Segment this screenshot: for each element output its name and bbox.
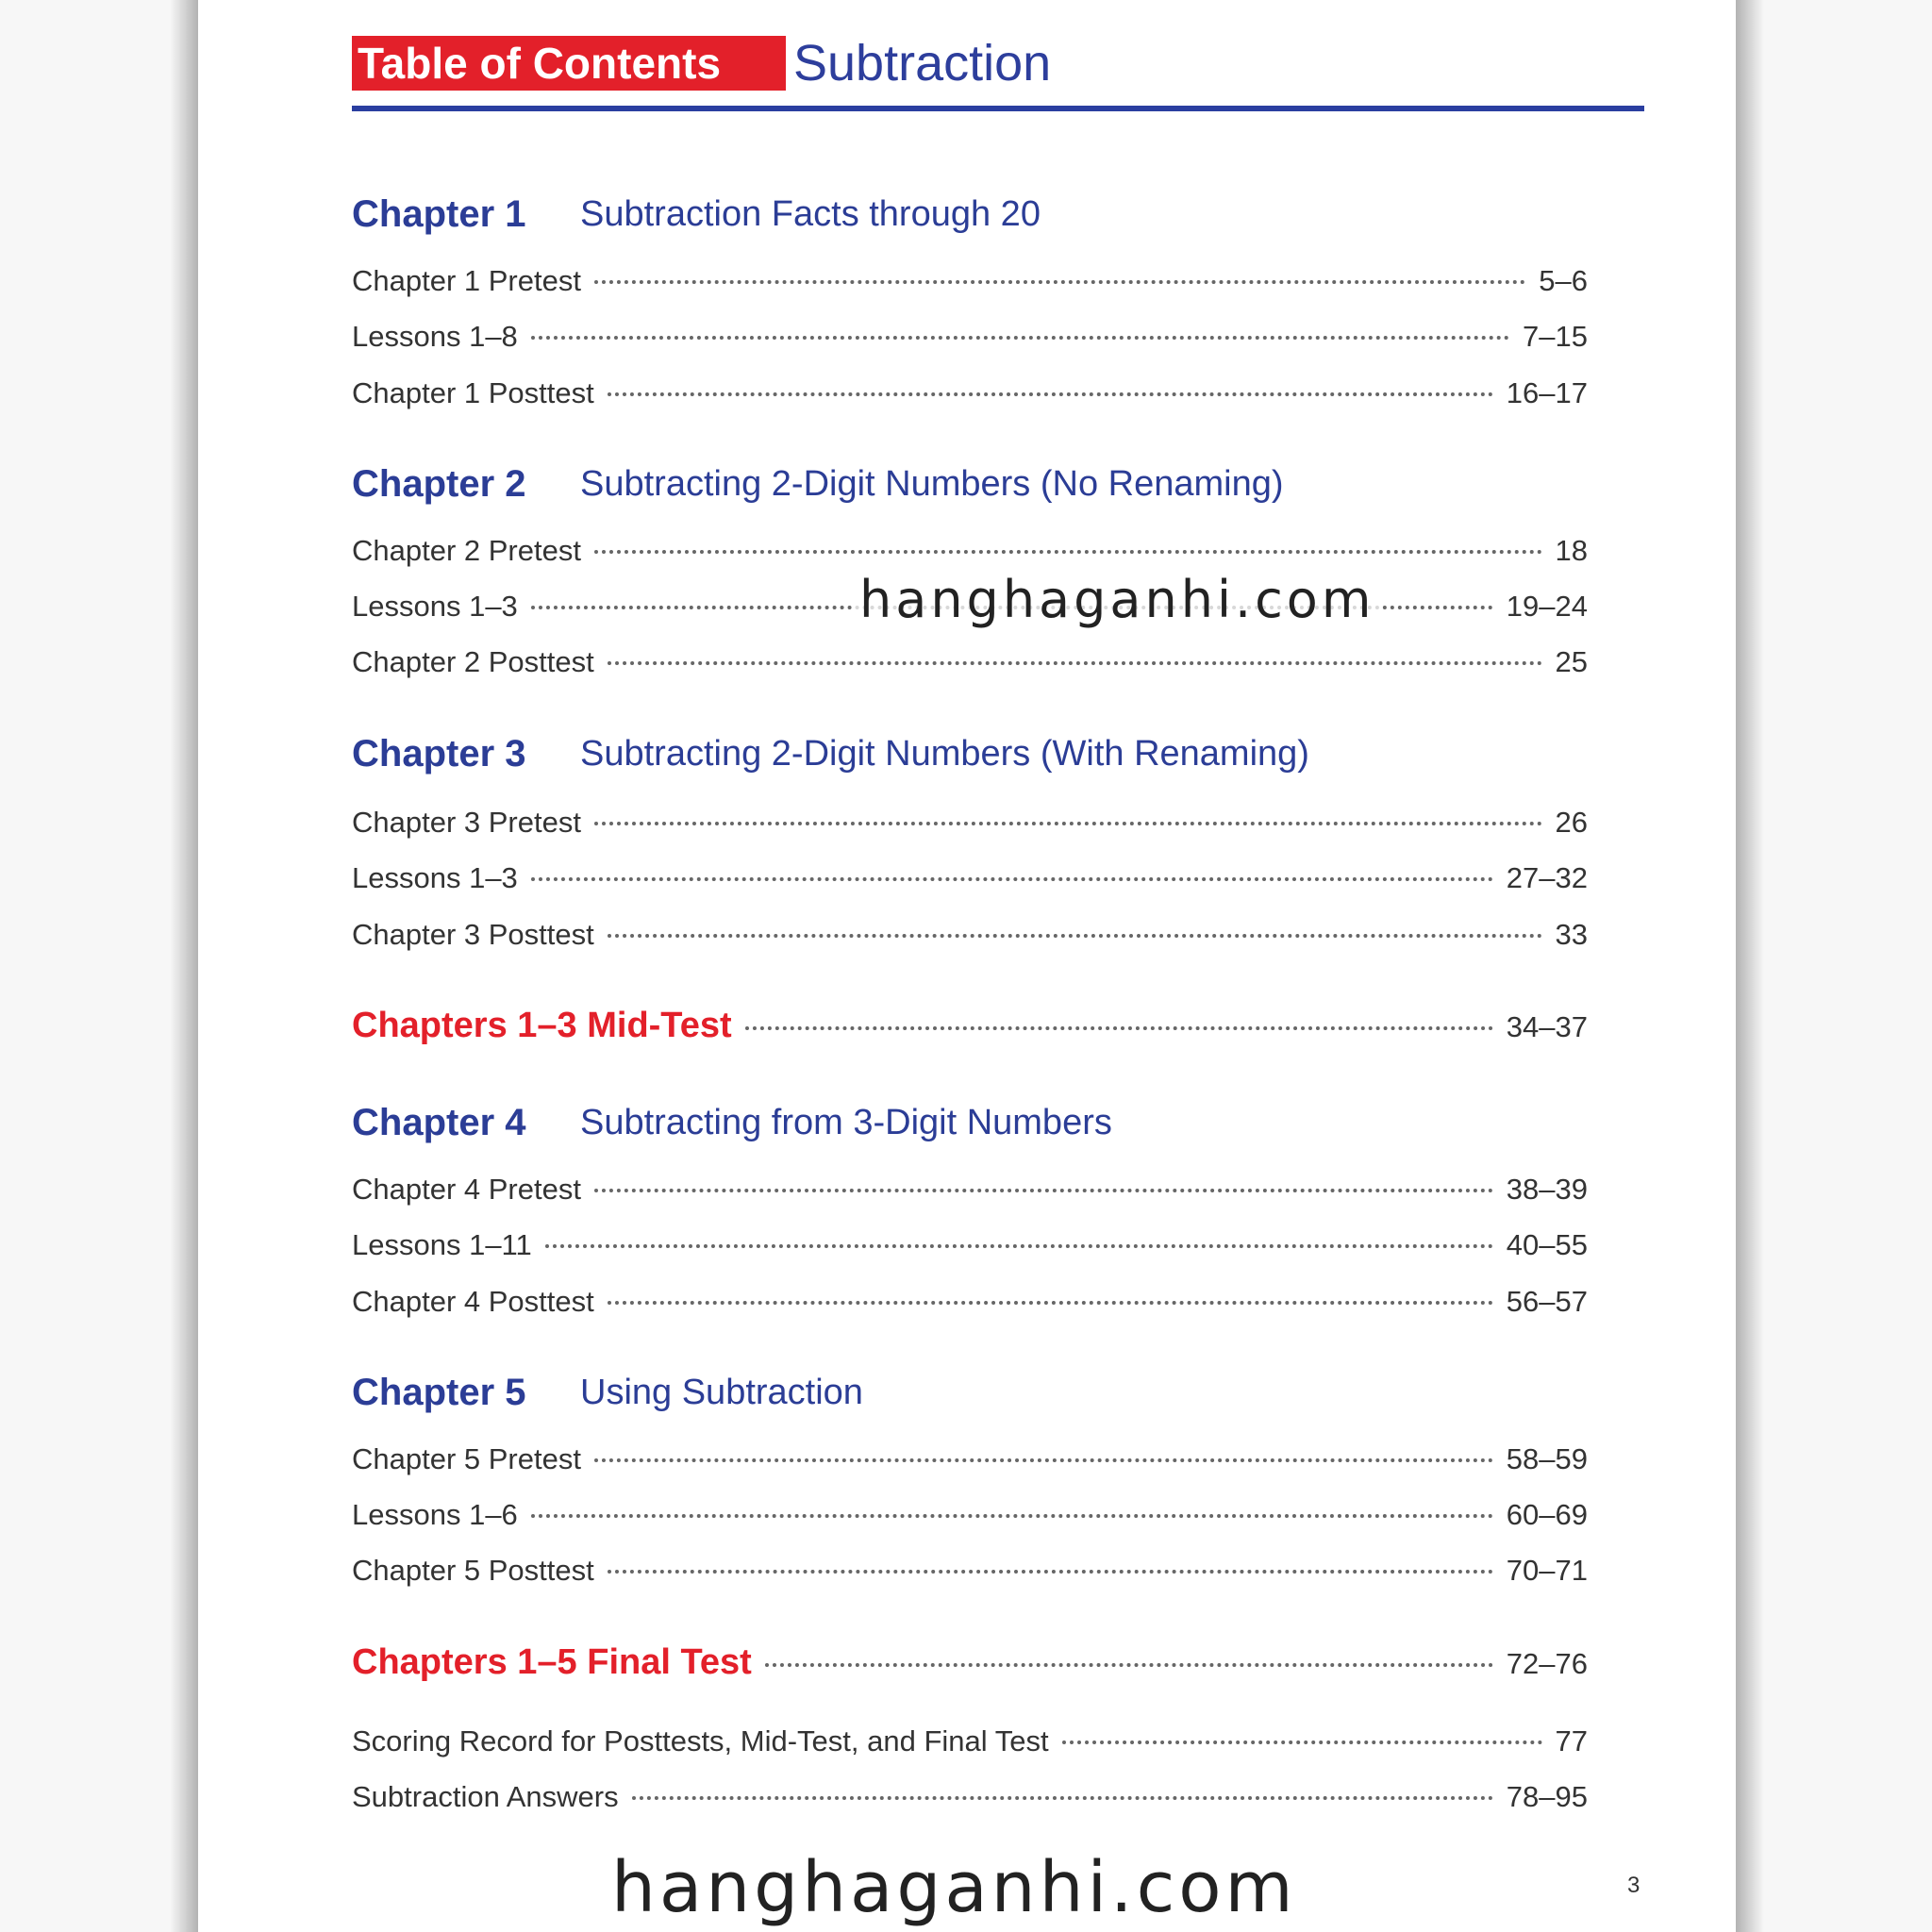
toc-title: Table of Contents (352, 36, 786, 91)
entry-label: Chapter 5 Pretest (352, 1442, 581, 1475)
dot-leader (531, 877, 1493, 881)
toc-entry (352, 1169, 1588, 1210)
entry-label: Chapter 4 Posttest (352, 1285, 594, 1318)
subject-title: Subtraction (793, 35, 1052, 92)
dot-leader (594, 280, 1525, 284)
dot-leader (608, 934, 1542, 938)
entry-pages: 26 (1555, 806, 1588, 839)
entry-label: Chapter 1 Pretest (352, 264, 581, 297)
toc-entry (352, 373, 1588, 414)
toc-entry (352, 1439, 1588, 1480)
entry-pages: 58–59 (1506, 1442, 1588, 1475)
dot-leader (632, 1796, 1493, 1800)
watermark-text: hanghaganhi.com (611, 1847, 1297, 1928)
dot-leader (745, 1026, 1493, 1030)
dot-leader (608, 392, 1493, 396)
chapter-label: Chapter 2 (352, 463, 526, 505)
toc-entry (352, 1550, 1588, 1591)
toc-entry (352, 1721, 1588, 1762)
entry-pages: 19–24 (1506, 590, 1588, 623)
dot-leader (545, 1244, 1493, 1248)
final-test-entry (352, 1638, 1588, 1687)
entry-pages: 72–76 (1506, 1647, 1588, 1680)
entry-pages: 25 (1555, 645, 1588, 678)
chapter-title: Subtracting from 3-Digit Numbers (580, 1103, 1112, 1142)
entry-pages: 5–6 (1539, 264, 1588, 297)
toc-entry (352, 1776, 1588, 1818)
entry-label: Scoring Record for Posttests, Mid-Test, and Final Test (352, 1724, 1049, 1757)
chapter-label: Chapter 3 (352, 733, 526, 774)
page-shadow-left (170, 0, 198, 1932)
dot-leader (594, 550, 1542, 554)
dot-leader (1062, 1740, 1542, 1744)
entry-label: Chapter 4 Pretest (352, 1173, 581, 1206)
chapter-title: Subtracting 2-Digit Numbers (With Renaming) (580, 734, 1309, 774)
header-rule (352, 106, 1644, 111)
entry-label: Chapters 1–5 Final Test (352, 1642, 752, 1682)
watermark-text: hanghaganhi.com (854, 570, 1380, 629)
entry-pages: 56–57 (1506, 1285, 1588, 1318)
toc-entry (352, 914, 1588, 956)
page-number: 3 (1627, 1873, 1641, 1898)
toc-entry (352, 1281, 1588, 1323)
chapter-label: Chapter 5 (352, 1372, 526, 1413)
chapter-title: Using Subtraction (580, 1373, 863, 1412)
toc-entry (352, 530, 1588, 572)
entry-label: Chapters 1–3 Mid-Test (352, 1006, 732, 1045)
dot-leader (594, 1458, 1493, 1462)
document-page (198, 0, 1736, 1932)
entry-pages: 18 (1555, 534, 1588, 567)
entry-label: Chapter 1 Posttest (352, 376, 594, 409)
chapter-label: Chapter 4 (352, 1102, 526, 1143)
entry-pages: 33 (1555, 918, 1588, 951)
entry-pages: 27–32 (1506, 861, 1588, 894)
page-shadow-right (1736, 0, 1764, 1932)
entry-pages: 38–39 (1506, 1173, 1588, 1206)
entry-pages: 78–95 (1506, 1780, 1588, 1813)
mid-test-entry (352, 1001, 1588, 1050)
toc-entry (352, 858, 1588, 899)
entry-label: Chapter 2 Pretest (352, 534, 581, 567)
dot-leader (765, 1663, 1493, 1667)
entry-label: Lessons 1–11 (352, 1228, 532, 1261)
entry-label: Lessons 1–3 (352, 861, 518, 894)
dot-leader (531, 336, 1509, 340)
entry-label: Lessons 1–8 (352, 320, 518, 353)
entry-pages: 16–17 (1506, 376, 1588, 409)
entry-label: Chapter 3 Posttest (352, 918, 594, 951)
toc-entry (352, 802, 1588, 843)
chapter-label: Chapter 1 (352, 193, 526, 235)
entry-label: Lessons 1–3 (352, 590, 518, 623)
entry-label: Chapter 5 Posttest (352, 1554, 594, 1587)
toc-entry (352, 260, 1588, 302)
toc-entry (352, 1494, 1588, 1536)
entry-pages: 34–37 (1506, 1010, 1588, 1043)
dot-leader (608, 661, 1542, 665)
dot-leader (608, 1570, 1493, 1574)
entry-label: Lessons 1–6 (352, 1498, 518, 1531)
dot-leader (531, 1514, 1493, 1518)
toc-entry (352, 1224, 1588, 1266)
dot-leader (608, 1301, 1493, 1305)
dot-leader (594, 822, 1542, 825)
toc-entry (352, 641, 1588, 683)
entry-label: Chapter 3 Pretest (352, 806, 581, 839)
entry-pages: 40–55 (1506, 1228, 1588, 1261)
toc-entry (352, 316, 1588, 358)
entry-pages: 7–15 (1523, 320, 1588, 353)
entry-label: Subtraction Answers (352, 1780, 619, 1813)
dot-leader (594, 1189, 1493, 1192)
chapter-title: Subtracting 2-Digit Numbers (No Renaming) (580, 464, 1284, 504)
entry-pages: 70–71 (1506, 1554, 1588, 1587)
entry-label: Chapter 2 Posttest (352, 645, 594, 678)
entry-pages: 60–69 (1506, 1498, 1588, 1531)
chapter-title: Subtraction Facts through 20 (580, 194, 1041, 234)
entry-pages: 77 (1555, 1724, 1588, 1757)
